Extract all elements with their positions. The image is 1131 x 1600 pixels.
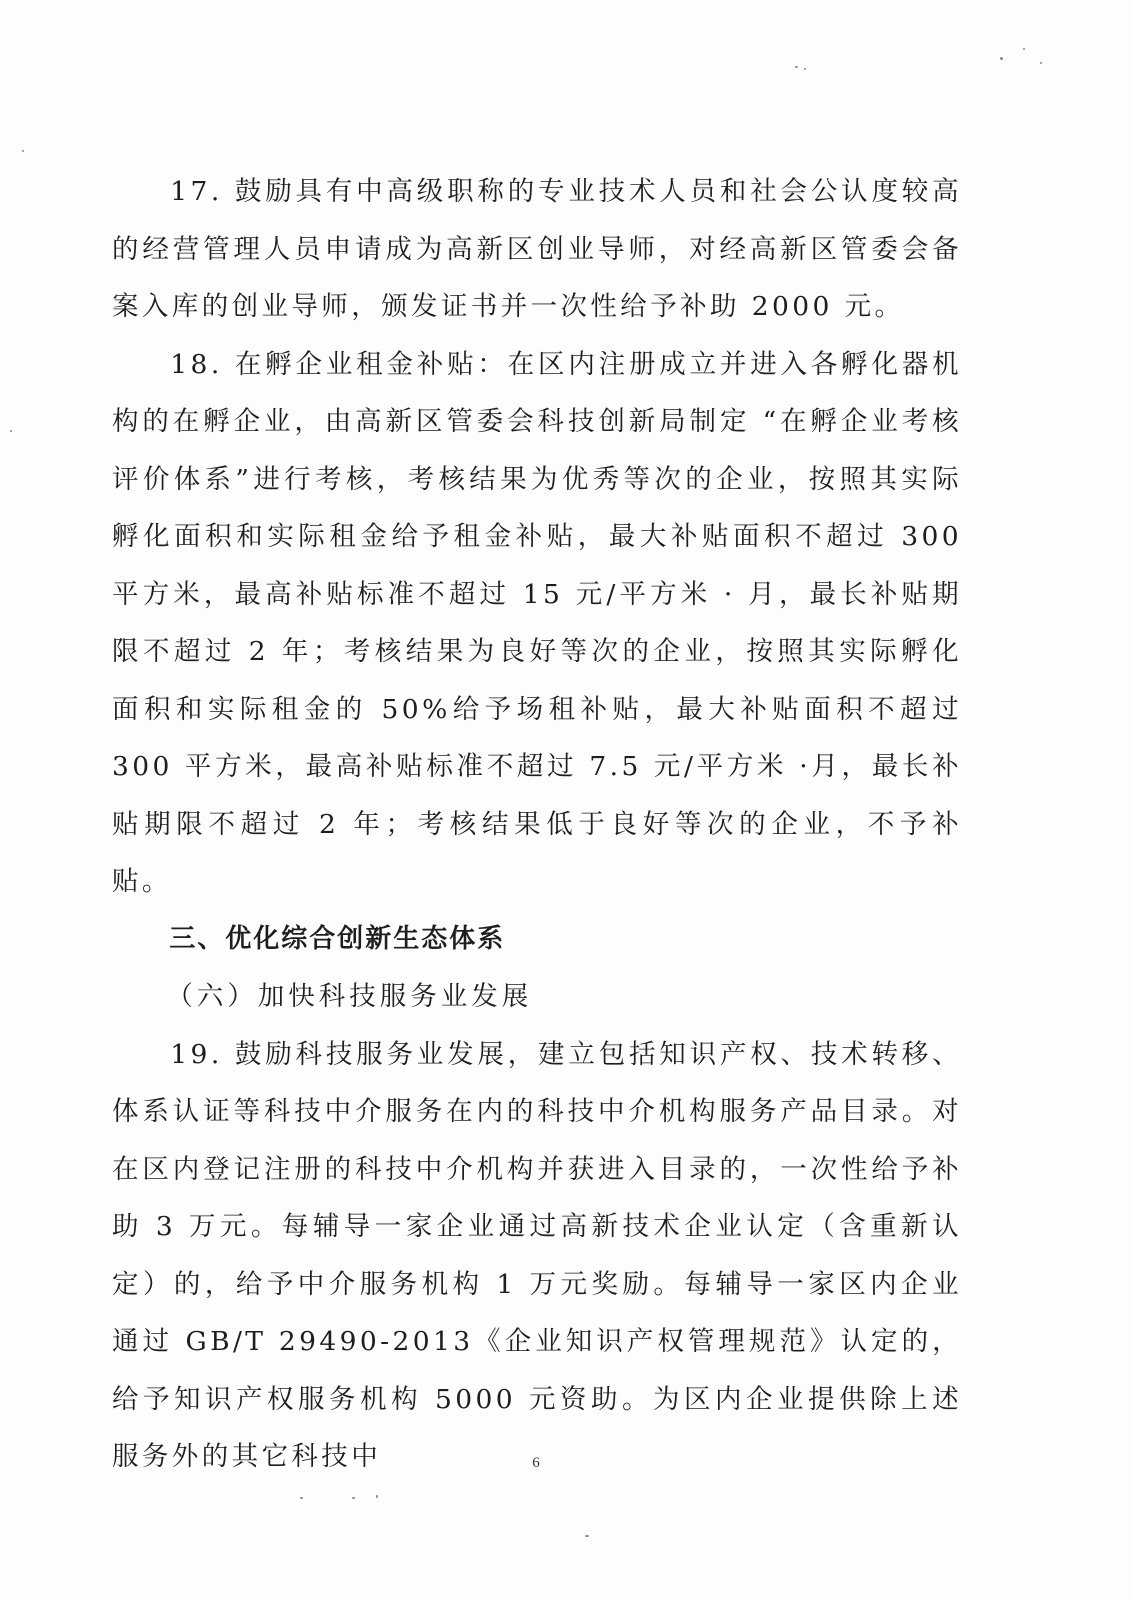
scan-speck xyxy=(352,1497,355,1499)
section-heading: 三、优化综合创新生态体系 xyxy=(169,923,506,954)
paragraph-item-18: 18. 在孵企业租金补贴：在区内注册成立并进入各孵化器机构的在孵企业，由高新区管委会科技创新局制定 “在孵企业考核评价体系”进行考核，考核结果为优秀等次的企业，按照其实际孵化面积和实际租金给予租金补贴，最大补贴面积不超过 300 平方米，最高补贴标准不超过 15 元/平方米 · 月，最长补贴期限不超过 2 年；考核结果为良好等次的企业，按照其实际孵化面积和实际租金的 50%给予场租补贴，最大补贴面积不超过 300 平方米，最高补贴标准不超过 7.5 元/平方米 ·月，最长补贴期限不超过 2 年；考核结果低于良好等次的企业，不予补贴。 xyxy=(112,348,962,897)
scan-speck xyxy=(376,1495,378,1498)
scan-speck xyxy=(10,430,12,432)
page-number: 6 xyxy=(532,1455,540,1471)
scan-speck xyxy=(585,1535,589,1537)
scan-speck xyxy=(1023,48,1025,50)
scan-speck xyxy=(1000,57,1003,60)
document-body xyxy=(112,163,962,1486)
paragraph-item-17: 17. 鼓励具有中高级职称的专业技术人员和社会公认度较高的经营管理人员申请成为高新区创业导师，对经高新区管委会备案入库的创业导师，颁发证书并一次性给予补助 2000 元。 xyxy=(112,176,962,322)
scan-speck xyxy=(300,1497,303,1499)
scan-speck xyxy=(1040,62,1042,64)
paragraph-item-19: 19. 鼓励科技服务业发展，建立包括知识产权、技术转移、体系认证等科技中介服务在内的科技中介机构服务产品目录。对在区内登记注册的科技中介机构并获进入目录的，一次性给予补助 3 万元。每辅导一家企业通过高新技术企业认定（含重新认定）的，给予中介服务机构 1 万元奖励。每辅导一家区内企业通过 GB/T 29490-2013《企业知识产权管理规范》认定的，给予知识产权服务机构 5000 元资助。为区内企业提供除上述服务外的其它科技中 xyxy=(112,1038,962,1472)
scan-speck xyxy=(795,66,798,68)
scan-speck xyxy=(804,68,806,70)
scan-speck xyxy=(22,150,24,152)
subsection-heading: （六）加快科技服务业发展 xyxy=(166,981,533,1012)
